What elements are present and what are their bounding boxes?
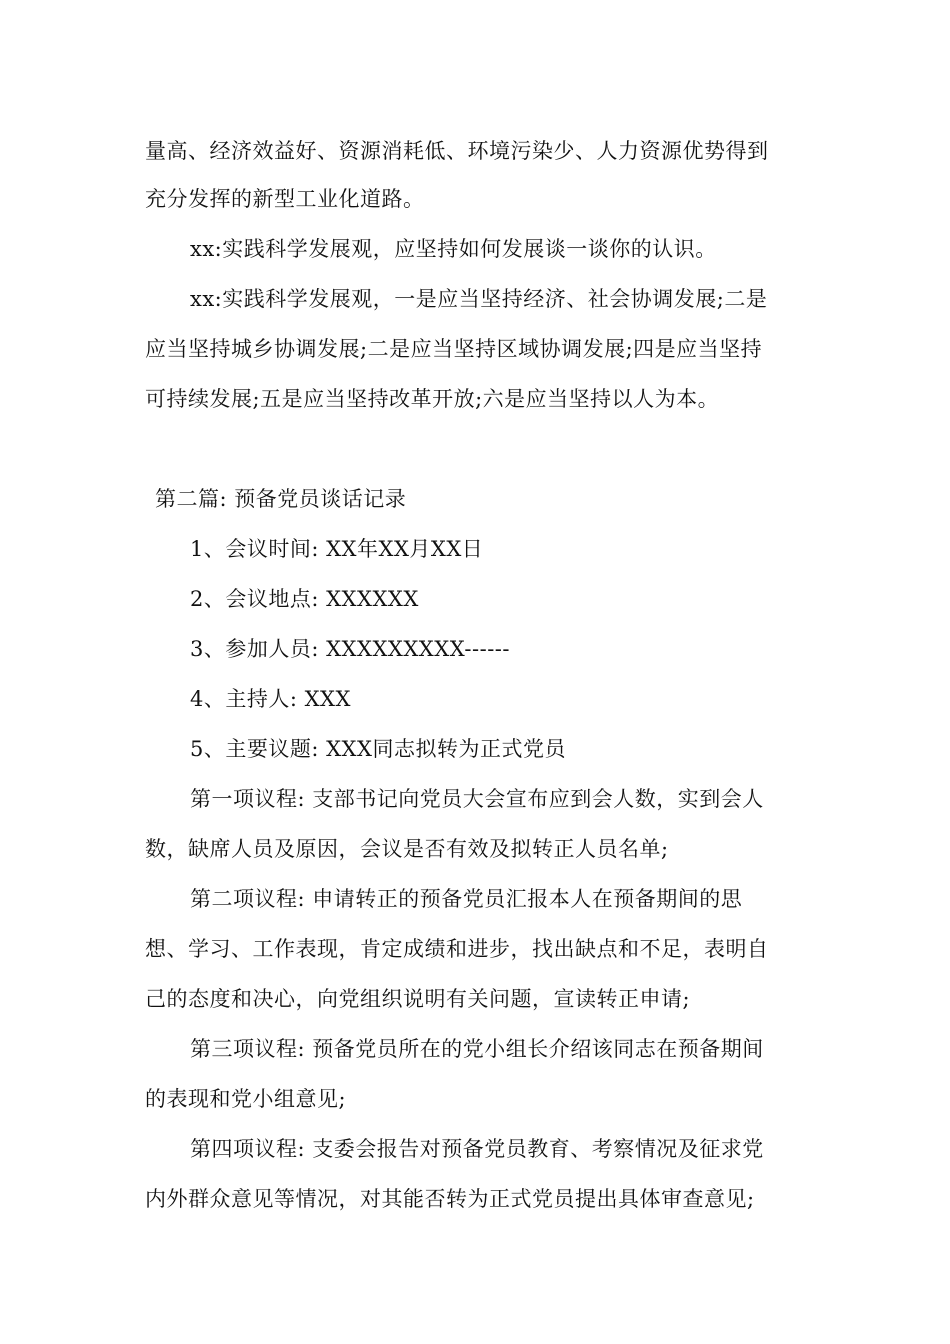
- answer-line: 应当坚持城乡协调发展;二是应当坚持区域协调发展;四是应当坚持: [145, 337, 763, 361]
- meeting-time: 1、会议时间: XX年XX月XX日: [190, 537, 484, 561]
- meeting-topic: 5、主要议题: XXX同志拟转为正式党员: [190, 737, 566, 761]
- agenda-item-1-cont: 数，缺席人员及原因，会议是否有效及拟转正人员名单;: [145, 837, 669, 861]
- meeting-location: 2、会议地点: XXXXXX: [190, 587, 419, 611]
- section-heading: 第二篇: 预备党员谈话记录: [155, 487, 407, 511]
- meeting-host: 4、主持人: XXX: [190, 687, 351, 711]
- meeting-attendees: 3、参加人员: XXXXXXXXX------: [190, 637, 510, 661]
- agenda-item-2-cont: 己的态度和决心，向党组织说明有关问题，宣读转正申请;: [145, 987, 691, 1011]
- agenda-item-3-cont: 的表现和党小组意见;: [145, 1087, 347, 1111]
- answer-line: 可持续发展;五是应当坚持改革开放;六是应当坚持以人为本。: [145, 387, 720, 411]
- question-line: xx:实践科学发展观，应坚持如何发展谈一谈你的认识。: [190, 237, 717, 261]
- agenda-item-2-cont: 想、学习、工作表现，肯定成绩和进步，找出缺点和不足，表明自: [145, 937, 769, 961]
- paragraph-line: 量高、经济效益好、资源消耗低、环境污染少、人力资源优势得到: [145, 139, 769, 163]
- agenda-item-2: 第二项议程: 申请转正的预备党员汇报本人在预备期间的思: [190, 887, 743, 911]
- answer-line: xx:实践科学发展观，一是应当坚持经济、社会协调发展;二是: [190, 287, 768, 311]
- agenda-item-3: 第三项议程: 预备党员所在的党小组长介绍该同志在预备期间: [190, 1037, 764, 1061]
- agenda-item-4-cont: 内外群众意见等情况，对其能否转为正式党员提出具体审查意见;: [145, 1187, 755, 1211]
- agenda-item-4: 第四项议程: 支委会报告对预备党员教育、考察情况及征求党: [190, 1137, 764, 1161]
- agenda-item-1: 第一项议程: 支部书记向党员大会宣布应到会人数，实到会人: [190, 787, 764, 811]
- paragraph-line: 充分发挥的新型工业化道路。: [145, 187, 425, 211]
